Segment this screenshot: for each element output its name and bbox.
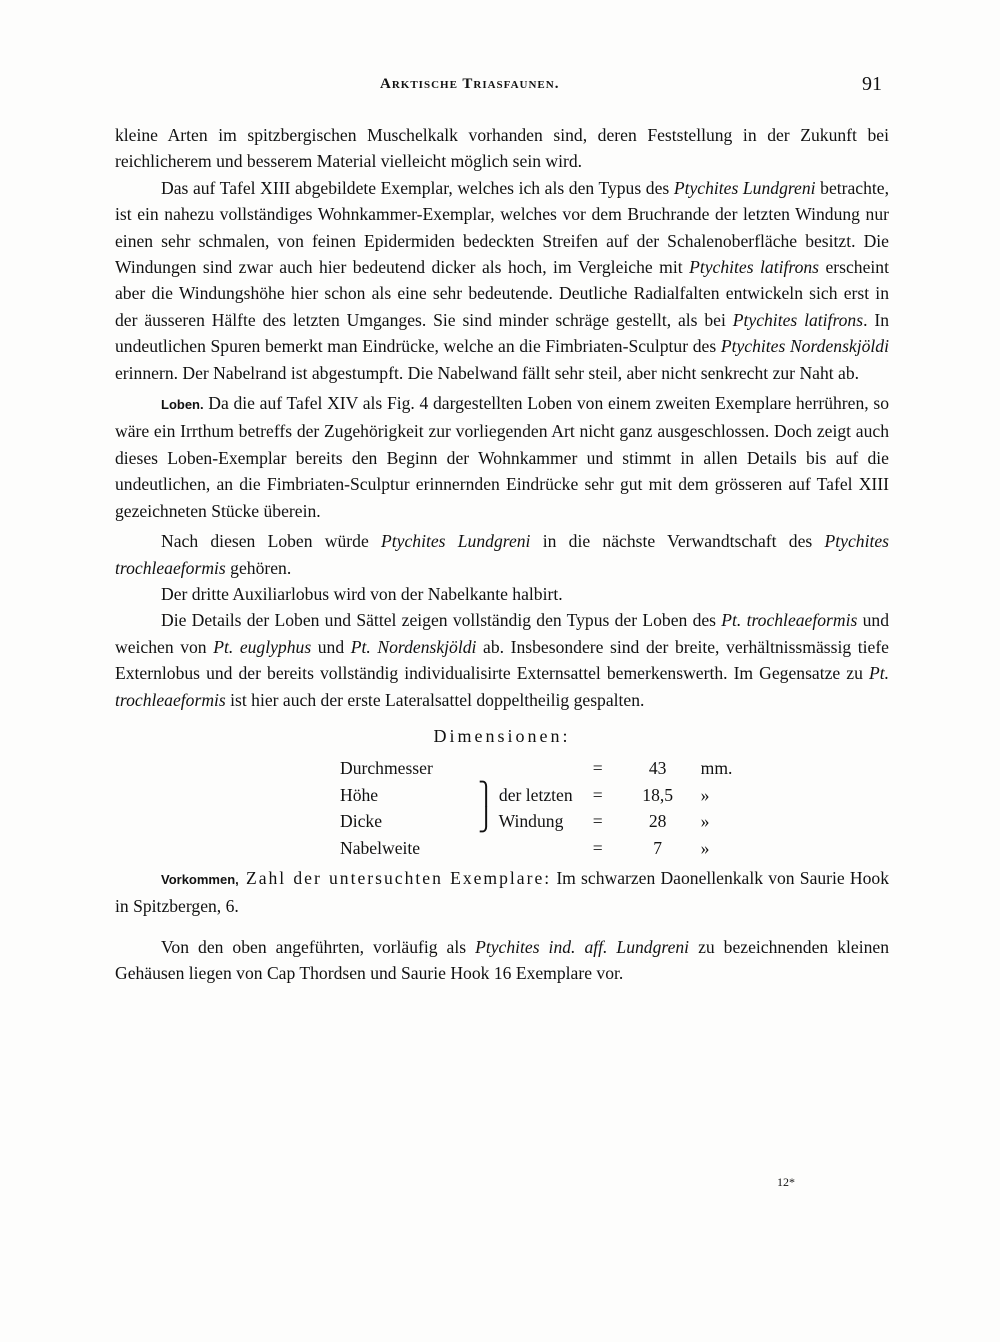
section-label-loben: Loben. — [161, 397, 204, 413]
dim-value: 7 — [653, 837, 663, 858]
text-run: . In undeutlichen Spuren bemerkt man Eindrücke, welche an die Fimbriaten-Sculptur des — [115, 309, 889, 357]
brace: ⎫ — [478, 780, 495, 806]
text-run: in die nächste Verwandtschaft des — [530, 531, 825, 552]
running-title: Arktische Triasfaunen. — [380, 76, 560, 92]
text-run: Das auf Tafel XIII abgebildete Exemplar, welches ich als den Typus des — [161, 177, 674, 198]
table-row — [340, 755, 749, 781]
table-row — [340, 782, 749, 808]
species-name: Pt. trochleaeformis — [115, 663, 889, 710]
dim-value: 28 — [648, 811, 667, 832]
brace: ⎭ — [478, 807, 495, 833]
paragraph-5 — [115, 581, 889, 607]
species-name: Pt. trochleaeformis — [721, 610, 858, 631]
dim-unit: mm. — [700, 758, 733, 779]
table-row — [340, 835, 749, 861]
species-name: Pt. Nordenskjöldi — [350, 636, 477, 657]
dim-qualifier — [478, 782, 581, 808]
text-run: Von den oben angeführten, vorläufig als — [161, 936, 476, 957]
dim-eq: = — [592, 758, 603, 779]
species-name: Ptychites Lundgreni — [673, 177, 816, 198]
dim-eq: = — [592, 784, 603, 805]
paragraph-loben — [115, 390, 889, 524]
dim-eq: = — [592, 837, 603, 858]
section-label-vorkommen: Vorkommen, — [161, 871, 239, 887]
text-run: zu bezeichnenden kleinen Gehäusen liegen von Cap Thordsen und Saurie Hook 16 Exemplare vor. — [115, 936, 889, 984]
dim-unit: » — [700, 784, 710, 805]
text-run: ab. Insbesondere sind der breite, verhältnissmässig tiefe Externlobus und der bereits vollständig individualisirte Externsattel bemerkenswerth. Im Gegensatze zu — [115, 636, 889, 684]
species-name: Ptychites latifrons — [689, 257, 820, 278]
paragraph-2 — [115, 175, 889, 386]
qualifier-text: der letzten — [498, 784, 573, 805]
text-run: Die Details der Loben und Sättel zeigen vollständig den Typus der Loben des — [161, 610, 722, 631]
text-run: betrachte, ist ein nahezu vollständiges Wohnkammer-Exemplar, welches vor dem Bruchrande der letzten Windung nur einen sehr schmalen, von feinen Epidermiden bedeckten Streifen auf der Schalenoberfläche besitzt. Die Windungen sind zwar auch hier bedeutend dicker als hoch, im Vergleiche mit — [115, 177, 890, 278]
dim-value: 18,5 — [642, 784, 674, 805]
dimensions-table — [340, 755, 749, 861]
text-run: erscheint aber die Windungshöhe hier schon als eine sehr bedeutende. Deutliche Radialfalten entwickeln sich erst in der äusseren Hälfte des letzten Umganges. Sie sind minder schräge gestellt, als bei — [115, 257, 889, 330]
paragraph-1-text: kleine Arten im spitzbergischen Muschelkalk vorhanden sind, deren Feststellung in der Zukunft bei reichlicherem und besserem Material vielleicht möglich sein wird. — [115, 125, 889, 172]
text-run: Im schwarzen Daonellenkalk von Saurie Hook in Spitzbergen, 6. — [115, 867, 889, 917]
paragraph-final — [115, 934, 889, 987]
dim-name: Nabelweite — [340, 837, 421, 858]
signature-mark: 12* — [777, 1175, 795, 1189]
text-run: Da die auf Tafel XIV als Fig. 4 dargestellten Loben von einem zweiten Exemplare herrühren, so wäre ein Irrthum betreffs der Zugehörigkeit zur vorliegenden Art nicht ganz ausgeschlossen. Doch zeigt auch dieses Loben-Exemplar bereits den Beginn der Wohnkammer und stimmt in allen Details bis auf die undeutlichen, an die Fimbriaten-Sculptur erinnernden Eindrücke sehr gut mit dem grösseren auf Tafel XIII gezeichneten Stücke überein. — [115, 393, 889, 521]
body-text — [115, 122, 889, 987]
table-row — [340, 808, 749, 834]
species-name: Ptychites Lundgreni — [381, 531, 531, 552]
species-name: Ptychites ind. aff. Lundgreni — [475, 936, 690, 957]
paragraph-occurrence — [115, 865, 889, 920]
page-header — [0, 73, 1000, 100]
text-run: gehören. — [225, 557, 292, 578]
dim-name: Dicke — [340, 811, 383, 832]
text-run: und — [311, 636, 351, 657]
dim-eq: = — [592, 811, 603, 832]
text-run: und weichen von — [115, 610, 889, 657]
dim-qualifier — [478, 835, 581, 861]
dim-qualifier — [478, 755, 581, 781]
dim-value: 43 — [648, 758, 667, 779]
species-name: Ptychites Nordenskjöldi — [720, 336, 889, 357]
paragraph-4 — [115, 528, 889, 581]
species-name: Pt. euglyphus — [213, 636, 312, 657]
species-name: Ptychites trochleaeformis — [115, 531, 889, 578]
dim-name: Durchmesser — [340, 758, 433, 779]
species-name: Ptychites latifrons — [732, 309, 864, 330]
paragraph-1 — [115, 122, 889, 175]
page-number: 91 — [862, 73, 882, 95]
dim-unit: » — [700, 811, 710, 832]
text-run: erinnern. Der Nabelrand ist abgestumpft. Die Nabelwand fällt sehr steil, aber nicht senkrecht zur Naht ab. — [115, 362, 860, 383]
paragraph-6 — [115, 607, 889, 713]
dim-name: Höhe — [340, 784, 379, 805]
qualifier-text: Windung — [498, 811, 564, 832]
dimensions-title: Dimensionen: — [433, 725, 571, 746]
dim-unit: » — [700, 837, 710, 858]
dim-qualifier — [478, 808, 581, 834]
text-run: Nach diesen Loben würde — [161, 531, 382, 552]
text-run: ist hier auch der erste Lateralsattel doppeltheilig gespalten. — [225, 689, 645, 710]
spaced-text: Zahl der untersuchten Exemplare: — [238, 867, 552, 888]
text-run: Der dritte Auxiliarlobus wird von der Nabelkante halbirt. — [161, 583, 563, 604]
